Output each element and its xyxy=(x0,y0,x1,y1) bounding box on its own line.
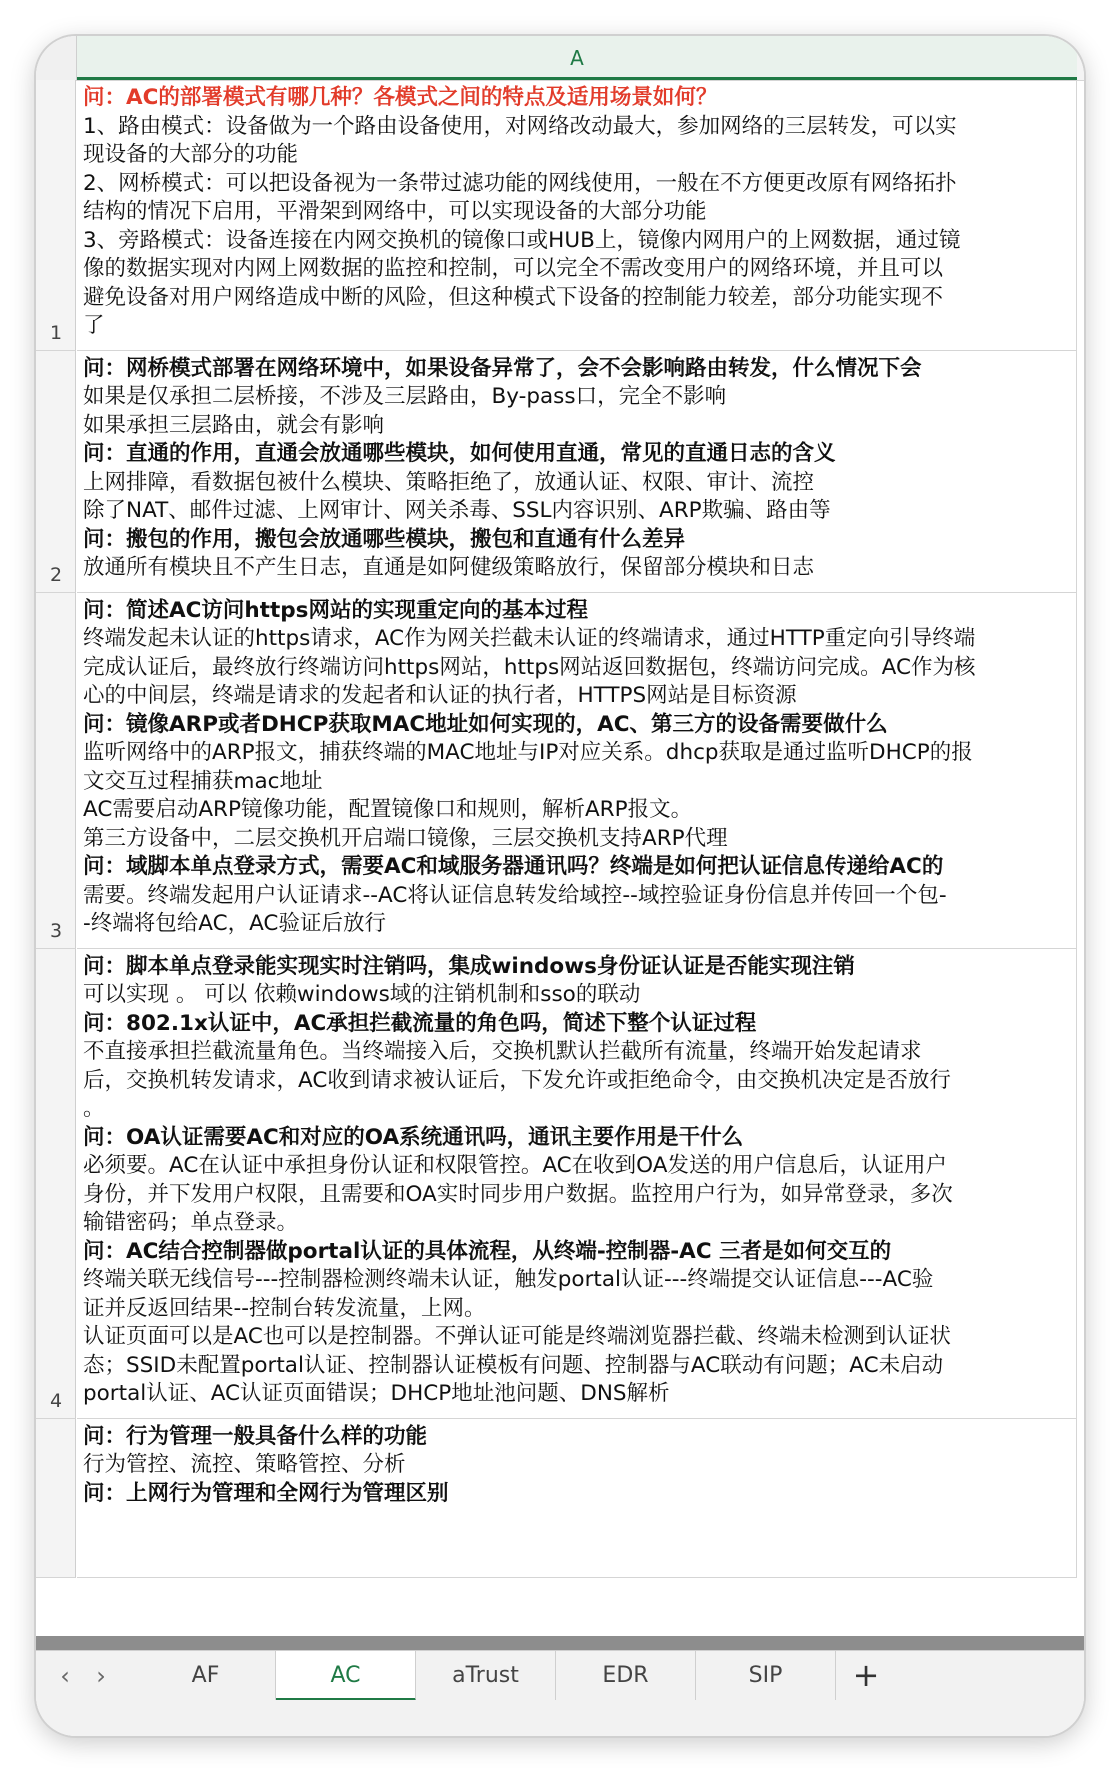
answer-line: 完成认证后，最终放行终端访问https网站，https网站返回数据包，终端访问完成。AC作为核 xyxy=(83,654,976,680)
answer-line: AC需要启动ARP镜像功能，配置镜像口和规则，解析ARP报文。 xyxy=(83,797,693,822)
row-header[interactable] xyxy=(36,949,76,1419)
row-header[interactable] xyxy=(36,1419,76,1579)
answer-line: 结构的情况下启用，平滑架到网络中，可以实现设备的大部分功能 xyxy=(83,199,707,224)
answer-line: 心的中间层，终端是请求的发起者和认证的执行者，HTTPS网站是目标资源 xyxy=(83,683,797,708)
question-line: 问：简述AC访问https网站的实现重定向的基本过程 xyxy=(83,597,588,623)
answer-line: 3、旁路模式：设备连接在内网交换机的镜像口或HUB上，镜像内网用户的上网数据，通过镜 xyxy=(83,227,961,253)
answer-line: 避免设备对用户网络造成中断的风险，但这种模式下设备的控制能力较差，部分功能实现不 xyxy=(83,284,944,310)
answer-line: 现设备的大部分的功能 xyxy=(83,142,299,167)
answer-line: 不直接承担拦截流量角色。当终端接入后，交换机默认拦截所有流量，终端开始发起请求 xyxy=(83,1039,922,1064)
question-line: 问：上网行为管理和全网行为管理区别 xyxy=(83,1480,449,1506)
cell-a3[interactable] xyxy=(77,593,1077,949)
sheet-tab-edr[interactable]: EDR xyxy=(556,1651,696,1701)
prev-sheet-icon[interactable]: ‹ xyxy=(60,1662,70,1690)
answer-line: 可以实现 。 可以 依赖windows域的注销机制和sso的联动 xyxy=(83,982,641,1007)
answer-line: 监听网络中的ARP报文，捕获终端的MAC地址与IP对应关系。dhcp获取是通过监听DHCP的报 xyxy=(83,740,973,765)
row-number: 2 xyxy=(49,563,63,586)
question-line: 问：OA认证需要AC和对应的OA系统通讯吗，通讯主要作用是干什么 xyxy=(83,1124,744,1150)
answer-line: 如果承担三层路由，就会有影响 xyxy=(83,412,385,438)
answer-line: 后，交换机转发请求，AC收到请求被认证后，下发允许或拒绝命令，由交换机决定是否放行 xyxy=(83,1067,951,1093)
cell-a2[interactable] xyxy=(77,351,1077,593)
answer-line: 放通所有模块且不产生日志，直通是如阿健级策略放行，保留部分模块和日志 xyxy=(83,555,815,580)
add-sheet-button[interactable]: + xyxy=(852,1656,880,1694)
row-header[interactable] xyxy=(36,351,76,593)
cell-a1[interactable] xyxy=(77,80,1077,351)
answer-line: 上网排障，看数据包被什么模块、策略拒绝了，放通认证、权限、审计、流控 xyxy=(83,469,815,495)
question-line: 问：网桥模式部署在网络环境中，如果设备异常了，会不会影响路由转发，什么情况下会 xyxy=(83,355,922,381)
row-number: 4 xyxy=(49,1389,63,1412)
answer-line: 输错密码；单点登录。 xyxy=(83,1210,299,1235)
next-sheet-icon[interactable]: › xyxy=(96,1662,106,1690)
answer-line: 终端关联无线信号---控制器检测终端未认证，触发portal认证---终端提交认证信息---AC验 xyxy=(83,1267,934,1292)
cell-a4[interactable] xyxy=(77,949,1077,1419)
question-line: 问：脚本单点登录能实现实时注销吗，集成windows身份证认证是否能实现注销 xyxy=(83,953,855,979)
horizontal-scrollbar[interactable] xyxy=(36,1636,1084,1650)
row-number: 1 xyxy=(49,321,63,344)
question-line: 问：AC结合控制器做portal认证的具体流程，从终端-控制器-AC 三者是如何交互的 xyxy=(83,1238,892,1264)
select-all-corner[interactable] xyxy=(36,36,77,80)
answer-line: 行为管控、流控、策略管控、分析 xyxy=(83,1452,406,1477)
answer-line: 2、网桥模式：可以把设备视为一条带过滤功能的网线使用，一般在不方便更改原有网络拓扑 xyxy=(83,170,957,196)
answer-line: 文交互过程捕获mac地址 xyxy=(83,768,323,794)
answer-line: 了 xyxy=(83,313,105,338)
sheet-tab-ac[interactable]: AC xyxy=(276,1651,416,1701)
answer-line: 身份，并下发用户权限，且需要和OA实时同步用户数据。监控用户行为，如异常登录，多次 xyxy=(83,1181,953,1207)
sheet-tab-af[interactable]: AF xyxy=(136,1651,276,1701)
answer-line: 证并反返回结果--控制台转发流量，上网。 xyxy=(83,1295,486,1321)
answer-line: 必须要。AC在认证中承担身份认证和权限管控。AC在收到OA发送的用户信息后，认证用户 xyxy=(83,1153,947,1178)
sheet-grid xyxy=(36,80,1084,1680)
column-header-bar xyxy=(36,36,1084,81)
answer-line: 终端发起未认证的https请求，AC作为网关拦截未认证的终端请求，通过HTTP重定向引导终端 xyxy=(83,626,976,651)
question-line: 问：镜像ARP或者DHCP获取MAC地址如何实现的，AC、第三方的设备需要做什么 xyxy=(83,711,888,737)
answer-line: 除了NAT、邮件过滤、上网审计、网关杀毒、SSL内容识别、ARP欺骗、路由等 xyxy=(83,498,831,523)
question-line: 问：搬包的作用，搬包会放通哪些模块，搬包和直通有什么差异 xyxy=(83,526,686,552)
question-line: 问：行为管理一般具备什么样的功能 xyxy=(83,1423,428,1449)
answer-line: 1、路由模式：设备做为一个路由设备使用，对网络改动最大，参加网络的三层转发，可以实 xyxy=(83,113,957,139)
spreadsheet-window xyxy=(36,36,1084,1736)
status-bar xyxy=(36,1700,1084,1736)
answer-line: -终端将包给AC，AC验证后放行 xyxy=(83,911,386,936)
answer-line: 需要。终端发起用户认证请求--AC将认证信息转发给域控--域控验证身份信息并传回一个包- xyxy=(83,882,947,908)
answer-line: 像的数据实现对内网上网数据的监控和控制，可以完全不需改变用户的网络环境，并且可以 xyxy=(83,256,944,281)
question-line: 问：AC的部署模式有哪几种？各模式之间的特点及适用场景如何？ xyxy=(83,85,718,110)
answer-line: 态；SSID未配置portal认证、控制器认证模板有问题、控制器与AC联动有问题；AC未启动 xyxy=(83,1352,944,1378)
answer-line: 。 xyxy=(83,1096,105,1121)
question-line: 问：直通的作用，直通会放通哪些模块，如何使用直通，常见的直通日志的含义 xyxy=(83,441,836,466)
answer-line: 第三方设备中，二层交换机开启端口镜像，三层交换机支持ARP代理 xyxy=(83,825,728,851)
column-header-a[interactable]: A xyxy=(77,36,1077,80)
row-header[interactable] xyxy=(36,80,76,351)
answer-line: 认证页面可以是AC也可以是控制器。不弹认证可能是终端浏览器拦截、终端未检测到认证状 xyxy=(83,1324,951,1349)
row-number: 3 xyxy=(49,919,63,942)
sheet-tab-atrust[interactable]: aTrust xyxy=(416,1651,556,1701)
sheet-tab-sip[interactable]: SIP xyxy=(696,1651,836,1701)
sheet-tab-bar xyxy=(36,1650,1084,1701)
question-line: 问：802.1x认证中，AC承担拦截流量的角色吗，简述下整个认证过程 xyxy=(83,1010,757,1036)
cell-a5[interactable] xyxy=(77,1419,1077,1579)
question-line: 问：域脚本单点登录方式，需要AC和域服务器通讯吗？终端是如何把认证信息传递给AC的 xyxy=(83,854,944,879)
answer-line: 如果是仅承担二层桥接，不涉及三层路由，By-pass口，完全不影响 xyxy=(83,384,727,409)
answer-line: portal认证、AC认证页面错误；DHCP地址池问题、DNS解析 xyxy=(83,1381,670,1406)
row-header[interactable] xyxy=(36,593,76,949)
